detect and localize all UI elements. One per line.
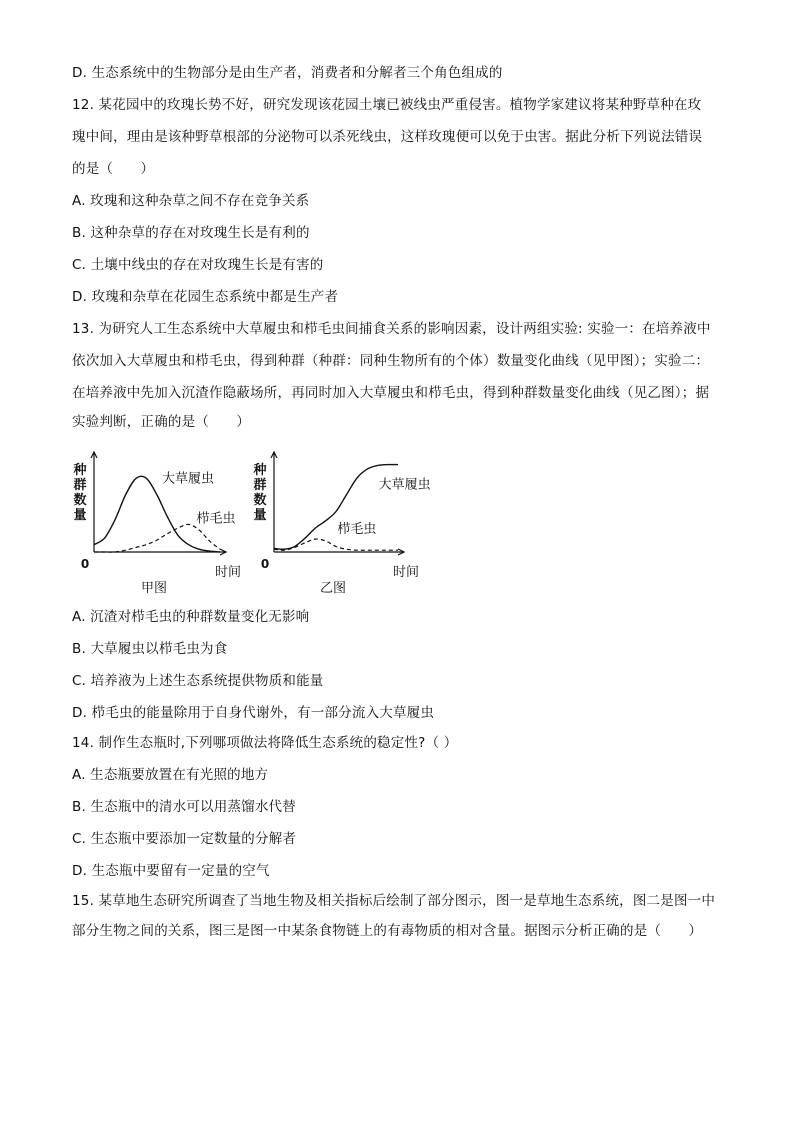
question-12-line-2: 瑰中间，理由是该种野草根部的分泌物可以杀死线虫，这样玫瑰便可以免于虫害。据此分析下列说法错误 — [72, 129, 703, 145]
option-12-b: B. 这种杂草的存在对玫瑰生长是有利的 — [72, 225, 310, 241]
series-line-1 — [274, 539, 398, 550]
option-11-d: D. 生态系统中的生物部分是由生产者，消费者和分解者三个角色组成的 — [72, 65, 503, 81]
option-14-d: D. 生态瓶中要留有一定量的空气 — [72, 863, 270, 879]
y-axis-label-char: 数 — [253, 493, 267, 508]
option-13-d: D. 栉毛虫的能量除用于自身代谢外，有一部分流入大草履虫 — [72, 705, 435, 721]
chart-title: 乙图 — [319, 581, 347, 596]
question-12-line-1: 12. 某花园中的玫瑰长势不好，研究发现该花园土壤已被线虫严重侵害。植物学家建议将某种野草种在玫 — [72, 97, 702, 113]
chart-title: 甲图 — [140, 581, 168, 596]
x-axis-label: 时间 — [392, 565, 420, 580]
option-12-d: D. 玫瑰和杂草在花园生态系统中都是生产者 — [72, 289, 339, 305]
y-axis-label-char: 群 — [73, 478, 87, 493]
option-13-b: B. 大草履虫以栉毛虫为食 — [72, 641, 228, 657]
series-line-1 — [94, 524, 220, 552]
y-axis-label-char: 种 — [253, 463, 267, 478]
y-axis-label-char: 量 — [253, 508, 267, 523]
option-14-b: B. 生态瓶中的清水可以用蒸馏水代替 — [72, 799, 296, 815]
question-13-line-2: 依次加入大草履虫和栉毛虫，得到种群（种群：同种生物所有的个体）数量变化曲线（见甲图）；实验二： — [72, 353, 710, 369]
y-axis-label-char: 群 — [253, 478, 267, 493]
question-13-line-3: 在培养液中先加入沉渣作隐蔽场所，再同时加入大草履虫和栉毛虫，得到种群数量变化曲线（见乙图）；据 — [72, 385, 710, 401]
chart-yi — [252, 452, 430, 596]
origin-label: 0 — [260, 557, 270, 571]
series-label-0: 大草履虫 — [378, 477, 431, 493]
y-axis-label-char: 量 — [73, 508, 87, 523]
option-12-a: A. 玫瑰和这种杂草之间不存在竞争关系 — [72, 193, 310, 209]
question-12-line-3: 的是（ ） — [72, 161, 155, 177]
series-label-1: 栉毛虫 — [196, 511, 236, 527]
option-14-c: C. 生态瓶中要添加一定数量的分解者 — [72, 831, 297, 847]
series-label-0: 大草履虫 — [162, 471, 215, 487]
option-12-c: C. 土壤中线虫的存在对玫瑰生长是有害的 — [72, 257, 324, 273]
option-13-c: C. 培养液为上述生态系统提供物质和能量 — [72, 673, 324, 689]
option-14-a: A. 生态瓶要放置在有光照的地方 — [72, 767, 269, 783]
option-13-a: A. 沉渣对栉毛虫的种群数量变化无影响 — [72, 609, 310, 625]
question-13-line-1: 13. 为研究人工生态系统中大草履虫和栉毛虫间捕食关系的影响因素，设计两组实验: 实验一：在培养液中 — [72, 321, 711, 337]
population-charts-svg — [73, 440, 436, 596]
question-14: 14. 制作生态瓶时,下列哪项做法将降低生态系统的稳定性?（ ） — [72, 735, 458, 751]
question-15-line-2: 部分生物之间的关系，图三是图一中某条食物链上的有毒物质的相对含量。据图示分析正确的是（ ） — [72, 923, 703, 939]
question-13-line-4: 实验判断，正确的是（ ） — [72, 414, 251, 430]
population-figures — [73, 440, 436, 598]
y-axis-label-char: 数 — [73, 493, 87, 508]
chart-jia — [72, 452, 241, 596]
origin-label: 0 — [80, 557, 90, 571]
question-15-line-1: 15. 某草地生态研究所调查了当地生物及相关指标后绘制了部分图示，图一是草地生态系统，图二是图一中 — [72, 893, 716, 909]
y-axis-label-char: 种 — [73, 463, 87, 478]
series-label-1: 栉毛虫 — [337, 522, 377, 538]
x-axis-label: 时间 — [214, 565, 242, 580]
